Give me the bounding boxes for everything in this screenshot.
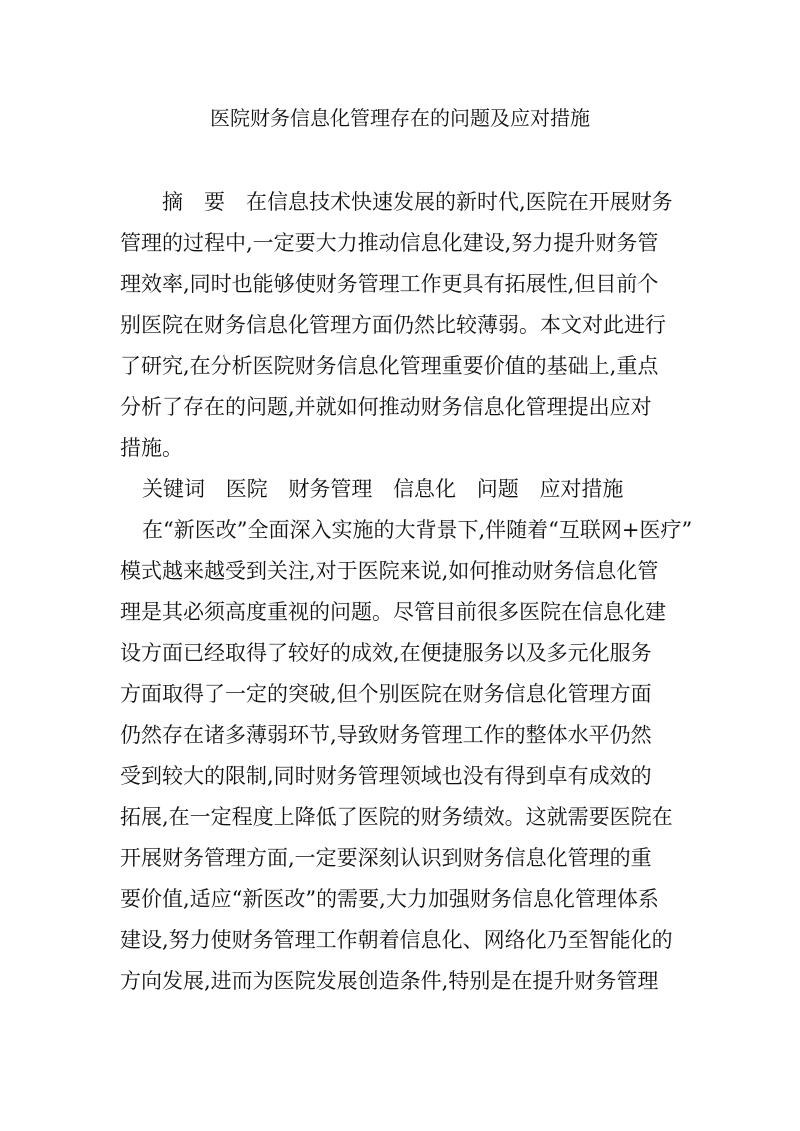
body-line: 方向发展,进而为医院发展创造条件,特别是在提升财务管理 (120, 969, 659, 993)
document-title: 医院财务信息化管理存在的问题及应对措施 (210, 106, 590, 130)
body-line: 开展财务管理方面,一定要深刻认识到财务信息化管理的重 (120, 846, 652, 870)
keyword-item: 应对措施 (539, 477, 624, 501)
body-line: 模式越来越受到关注,对于医院来说,如何推动财务信息化管 (120, 559, 659, 583)
body-line: 要价值,适应“新医改”的需要,大力加强财务信息化管理体系 (120, 887, 659, 911)
body-line: 仍然存在诸多薄弱环节,导致财务管理工作的整体水平仍然 (120, 723, 652, 747)
keywords-line (120, 469, 700, 510)
keyword-item: 财务管理 (288, 477, 373, 501)
body-line: 受到较大的限制,同时财务管理领域也没有得到卓有成效的 (120, 764, 652, 788)
body-line: 设方面已经取得了较好的成效,在便捷服务以及多元化服务 (120, 641, 652, 665)
body-line: 建设,努力使财务管理工作朝着信息化、网络化乃至智能化的 (120, 928, 673, 952)
body-line: 在“新医改”全面深入实施的大背景下,伴随着“互联网+医疗” (142, 518, 693, 542)
abstract-line: 分析了存在的问题,并就如何推动财务信息化管理提出应对 (120, 395, 652, 419)
body-line: 理是其必须高度重视的问题。尽管目前很多医院在信息化建 (120, 600, 666, 624)
keyword-item: 信息化 (393, 477, 457, 501)
keyword-item: 医院 (225, 477, 268, 501)
document-body (120, 182, 700, 1002)
abstract-line: 了研究,在分析医院财务信息化管理重要价值的基础上,重点 (120, 354, 659, 378)
body-line: 方面取得了一定的突破,但个别医院在财务信息化管理方面 (120, 682, 652, 706)
abstract-line: 别医院在财务信息化管理方面仍然比较薄弱。本文对此进行 (120, 313, 666, 337)
abstract-line: 管理的过程中,一定要大力推动信息化建设,努力提升财务管 (120, 231, 659, 255)
abstract-line: 摘 要 在信息技术快速发展的新时代,医院在开展财务 (162, 190, 673, 214)
keywords-label: 关键词 (142, 477, 205, 501)
abstract-line: 理效率,同时也能够使财务管理工作更具有拓展性,但目前个 (120, 272, 659, 296)
body-line: 拓展,在一定程度上降低了医院的财务绩效。这就需要医院在 (120, 805, 673, 829)
abstract-line: 措施。 (120, 436, 183, 460)
keyword-item: 问题 (476, 477, 519, 501)
